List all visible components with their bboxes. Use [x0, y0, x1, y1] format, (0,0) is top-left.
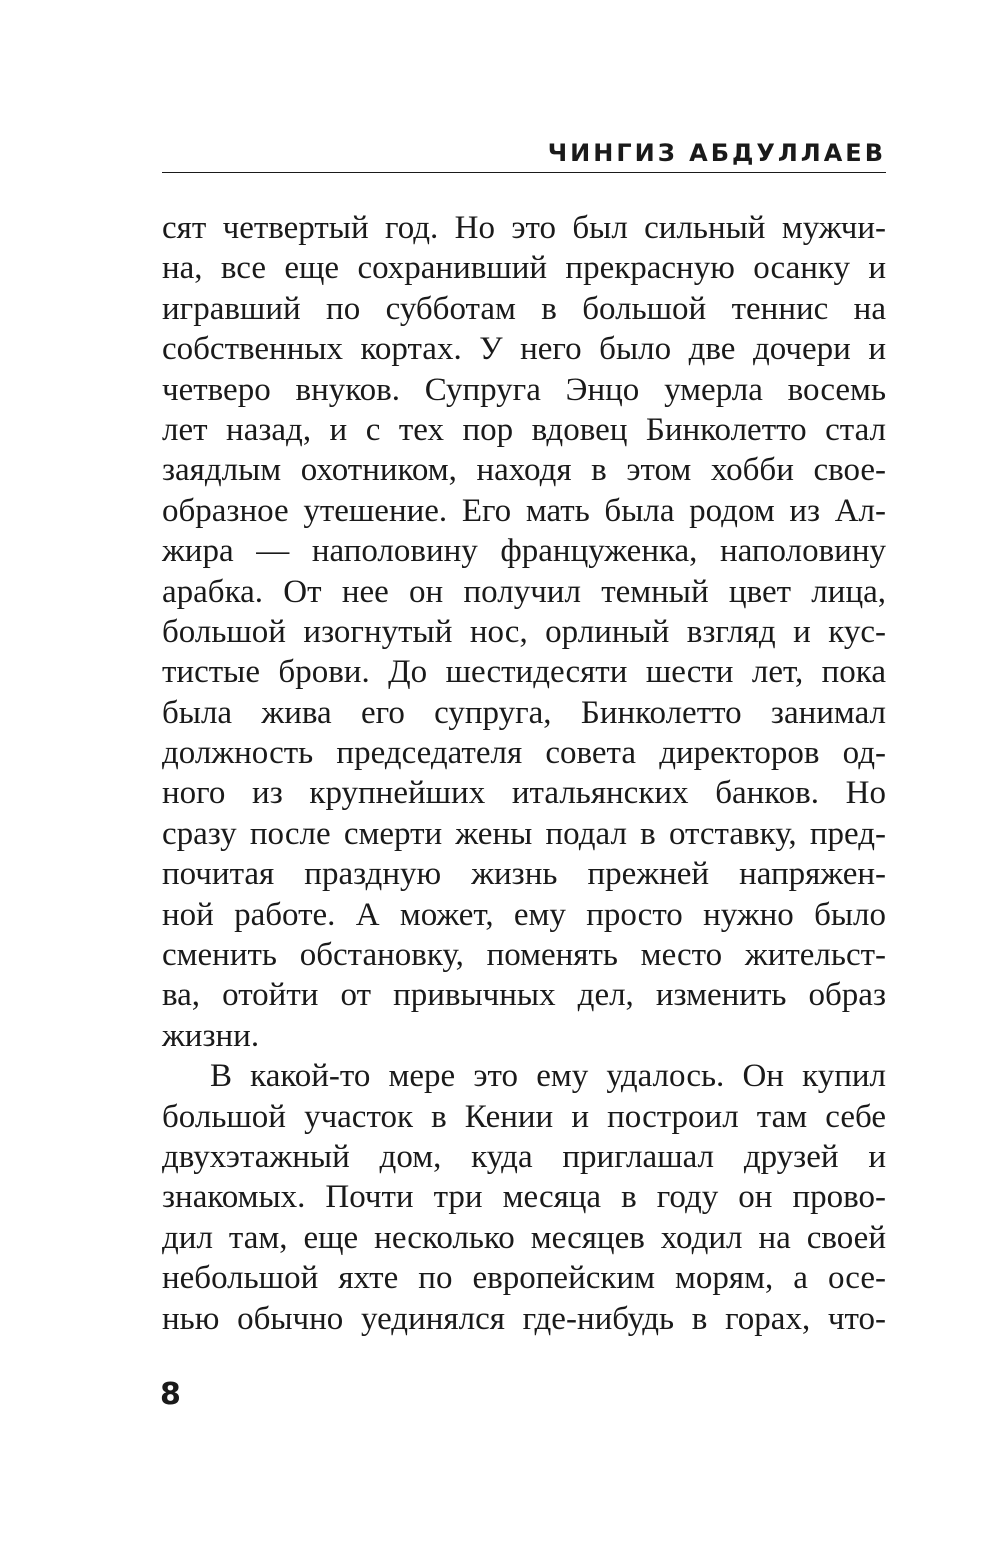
text-line: жира — наполовину француженка, наполовину: [162, 533, 886, 570]
running-head: [162, 136, 886, 173]
text-line: четверо внуков. Супруга Энцо умерла восемь: [162, 371, 886, 408]
text-line: образное утешение. Его мать была родом из Ал-: [162, 492, 886, 529]
text-line: была жива его супруга, Бинколетто занимал: [162, 694, 886, 731]
body-text: [162, 208, 886, 1339]
text-line: двухэтажный дом, куда приглашал друзей и: [162, 1138, 886, 1175]
text-line: сразу после смерти жены подал в отставку, пред-: [162, 815, 886, 852]
text-line: лет назад, и с тех пор вдовец Бинколетто стал: [162, 411, 886, 448]
text-line: на, все еще сохранивший прекрасную осанку и: [162, 250, 886, 287]
text-line: нью обычно уединялся где-нибудь в горах, что-: [162, 1300, 886, 1337]
text-line: дил там, еще несколько месяцев ходил на своей: [162, 1219, 886, 1256]
text-line: небольшой яхте по европейским морям, а осе-: [162, 1260, 886, 1297]
text-line: арабка. От нее он получил темный цвет лица,: [162, 573, 886, 610]
text-line: тистые брови. До шестидесяти шести лет, пока: [162, 654, 886, 691]
text-line: ной работе. А может, ему просто нужно было: [162, 896, 886, 933]
text-line: почитая праздную жизнь прежней напряжен-: [162, 856, 886, 893]
text-line: знакомых. Почти три месяца в году он прово-: [162, 1179, 886, 1216]
text-line: ного из крупнейших итальянских банков. Но: [162, 775, 886, 812]
text-line: В какой-то мере это ему удалось. Он купил: [210, 1058, 886, 1095]
text-line: собственных кортах. У него было две дочери и: [162, 331, 886, 368]
text-line: большой изогнутый нос, орлиный взгляд и кус-: [162, 613, 886, 650]
text-line: большой участок в Кении и построил там себе: [162, 1098, 886, 1135]
page-number: 8: [160, 1377, 181, 1412]
text-line: игравший по субботам в большой теннис на: [162, 290, 886, 327]
text-line: сменить обстановку, поменять место жительст-: [162, 937, 886, 974]
text-line: заядлым охотником, находя в этом хобби свое-: [162, 452, 886, 489]
text-line: ва, отойти от привычных дел, изменить образ: [162, 977, 886, 1014]
text-line: сят четвертый год. Но это был сильный мужчи-: [162, 210, 886, 246]
paragraph: [162, 1056, 886, 1339]
text-line: должность председателя совета директоров од-: [162, 735, 886, 772]
text-line: жизни.: [162, 1017, 260, 1054]
paragraph: [162, 208, 886, 1056]
author-name: ЧИНГИЗ АБДУЛЛАЕВ: [547, 139, 886, 167]
